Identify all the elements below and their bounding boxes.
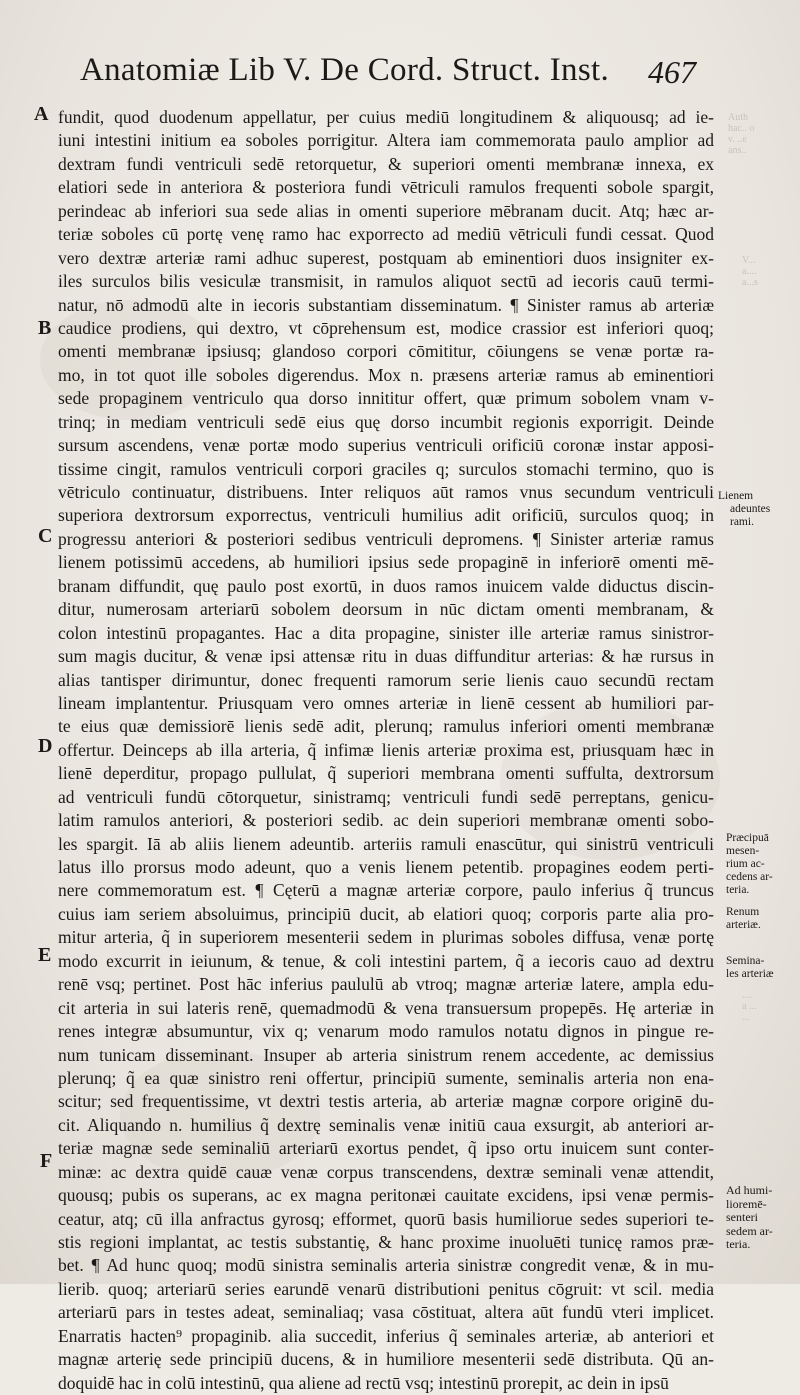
text-line: perindeac ab inferiori sua sede alias in omenti superiore mēbranam ducit. Atq; hæc ar- bbox=[58, 200, 714, 221]
text-line: ceatur, atq; cū illa anfractus gyrosq; efformet, quorū basis humiliorue sedes superiori te- bbox=[58, 1208, 714, 1229]
margin-note-line: Semina- bbox=[726, 955, 765, 967]
text-line: te eius quæ demissiorē lienis sedē adit, plerunq; ramulus inferiori omenti membranæ bbox=[58, 716, 714, 737]
text-line: progressu anteriori & posteriori sedibus ventriculi depromens. ¶ Sinister arteriæ ramus bbox=[58, 528, 714, 549]
text-line: doquidē hac in colū intestinū, qua aliene ad rectū vsq; intestinū prorepit, ac dein in ipsū bbox=[58, 1372, 669, 1393]
section-letter-c: C bbox=[38, 525, 53, 547]
text-line: les spargit. Iā ab aliis lienem adeuntib. arteriis ramuli enascūtur, qui sinistrū ventriculi bbox=[58, 833, 714, 854]
margin-note-line: arteriæ. bbox=[726, 919, 761, 931]
text-line: latim ramulos anteriori, & posteriori sedib. ac dein superiori membranæ omenti sobo- bbox=[58, 810, 714, 831]
margin-note-line: lioremē- bbox=[726, 1196, 767, 1211]
margin-note-line: les arteriæ bbox=[726, 968, 774, 980]
text-line: cit arteria in sui lateris renē, quemadmodū & vena transuersum propepēs. Hę arteriæ in bbox=[58, 997, 714, 1018]
text-line: modo excurrit in ieiunum, & tenue, & coli intestini partem, q̃ a iecoris cauo ad dextru bbox=[58, 950, 714, 971]
margin-note-line: Ad humi- bbox=[726, 1183, 773, 1197]
text-line: num tunicam disseminant. Insuper ab arteria sinistrum renem accedente, ac demissius bbox=[58, 1044, 714, 1065]
text-line: elatiori sede in anteriora & posteriora fundi vētriculi ramulos frequenti sobole spargit, bbox=[58, 177, 714, 198]
text-line: Enarratis hacten⁹ propaginib. alia succedit, inferius q̃ seminales arteriæ, ab anteriori et bbox=[58, 1325, 714, 1346]
text-line: vero dextræ arteriæ rami adhuc superest, postquam ab eminentiori duos insigniter ex- bbox=[58, 247, 714, 268]
text-line: teriæ soboles cū portę venę ramo hac exporrecto ad mediū vētriculi fundi cessat. Quod bbox=[58, 224, 714, 245]
text-line: dextram fundi ventriculi sedē retorquetur, & superiori omenti membranæ innexa, ex bbox=[58, 153, 714, 174]
text-line: mo, in tot quot ille soboles digerendus. Mox n. præsens arteriæ ramus ab eminentiori bbox=[58, 364, 714, 385]
text-line: bet. ¶ Ad hunc quoq; modū sinistra seminalis arteria sinistræ congredit venæ, & in mu- bbox=[58, 1255, 714, 1276]
text-line: latus illo prorsus modo adeunt, quo a venis lienem petentib. propagines eodem perti- bbox=[58, 857, 714, 877]
section-letter-d: D bbox=[38, 735, 53, 757]
margin-note-lienem bbox=[718, 490, 770, 529]
text-line: lineam implantentur. Priusquam vero omnes arteriæ in lienē cessent ab humiliori par- bbox=[58, 692, 714, 713]
text-line: sum magis ducitur, & venæ ipsi attensæ ritu in duas diffunditur arterias: & hæ rursus in bbox=[58, 646, 714, 667]
text-line: arteriarū pars in testes adeat, seminaliaq; vasa cōstituat, altera aūt fundū vteri implicet. bbox=[58, 1302, 714, 1323]
section-letter-e: E bbox=[38, 944, 52, 966]
text-line: lienem potissimū accedens, ab humiliori ipsius sede propaginē in inferiorē omenti mē- bbox=[58, 552, 714, 573]
margin-note-line: teria. bbox=[726, 1237, 751, 1251]
margin-note-line: senteri bbox=[726, 1210, 758, 1224]
margin-note-line: Renum bbox=[726, 906, 760, 918]
text-line: lienē deperditur, propago pullulat, q̃ superiori membrana omenti suffulta, dextrorsum bbox=[58, 763, 714, 784]
text-line: iles surculos bilis vesiculæ transmisit, in ramulos aliquot sectū ad iecoris cauū termi- bbox=[58, 271, 714, 292]
text-line: colon intestinū propagantes. Hac a dita propagine, sinister ille arteriæ ramus sinistror- bbox=[58, 622, 714, 643]
margin-note-line: rami. bbox=[730, 516, 754, 528]
text-line: cuius iam seriem absoluimus, principiū ducit, ab elatiori quoq; corporis parte alia pro- bbox=[58, 903, 714, 924]
text-line: scitur; sed frequentissime, vt dextri testis arteria, ab arteriæ magnæ corpore originē du- bbox=[58, 1091, 714, 1112]
section-letter-f: F bbox=[40, 1150, 53, 1172]
text-line: offertur. Deinceps ab illa arteria, q̃ infimæ lienis arteriæ proxima est, priusquam hæc in bbox=[58, 739, 714, 760]
section-letter-b: B bbox=[38, 317, 52, 339]
margin-note-line: teria. bbox=[726, 884, 750, 896]
text-line: stis regioni implantat, ac testis substantię, & hanc proxime inuoluēti tunicę ramos præ- bbox=[58, 1232, 714, 1252]
text-line: iuni intestini initium ea soboles porrigitur. Altera iam commemorata paulo amplior ad bbox=[58, 130, 714, 151]
text-line: quousq; pubis os superans, ac ex magna peritonæi cauitate excidens, ipsi venæ permis- bbox=[58, 1185, 714, 1206]
page-number: 467 bbox=[648, 54, 696, 90]
text-line: lierib. quoq; arteriarū series earundē venarū distributioni penitus cōgruit: vt scil. media bbox=[58, 1278, 714, 1299]
text-line: caudice prodiens, qui dextro, vt cōprehensum est, modice crassior est inferiori quoq; bbox=[58, 317, 714, 338]
margin-note-renum bbox=[726, 906, 761, 932]
text-line: mitur arteria, q̃ in superiorem mesenterii sedem in plurimas soboles diffusa, venæ portę bbox=[58, 927, 714, 948]
text-line: superiora dextrorsum exporrectus, ventriculi humilius adit orificiū, surculos quoq; in bbox=[58, 505, 714, 526]
margin-note-line: mesen- bbox=[726, 845, 760, 857]
margin-note-line: adeuntes bbox=[730, 503, 771, 515]
text-line: vētriculo continuatur, distribuens. Inter reliquos aūt ramos vnus secundum ventriculi bbox=[58, 482, 714, 502]
running-title: Anatomiæ Lib V. De Cord. Struct. Inst. bbox=[80, 52, 610, 88]
text-line: renes integræ absumuntur, vix q; venarum modo ramulos notatu dignos in pingue re- bbox=[58, 1021, 714, 1042]
margin-note-line: Lienem bbox=[718, 490, 754, 502]
body-text bbox=[58, 106, 714, 1395]
bleed-through-text: .... a ... ... bbox=[742, 990, 757, 1023]
margin-note-line: sedem ar- bbox=[726, 1223, 773, 1238]
margin-note-seminales bbox=[726, 955, 774, 981]
margin-note-praecipua bbox=[726, 832, 773, 897]
text-line: tissime cingit, ramulos ventriculi corpori graciles q; surculos stomachi termino, quo is bbox=[58, 458, 714, 479]
text-line: sursum ascendens, venæ portæ modo superius ventriculi orificiū coronæ instar apposi- bbox=[58, 435, 714, 456]
text-line: natur, nō admodū alte in iecoris substantiam disseminatum. ¶ Sinister ramus ab arteriæ bbox=[58, 294, 714, 315]
text-line: alias tantisper dirimuntur, donec frequenti ramorum serie lienis cauo secundū rectam bbox=[58, 669, 714, 690]
text-line: branam diffundit, quę paulo post exortū, in duos ramos inuicem valde diductus discin- bbox=[58, 575, 714, 596]
text-line: magnæ arterię sede principiū ducens, & in humiliore mesenterii sedē distributa. Qū an- bbox=[58, 1349, 714, 1370]
text-line: nere commemoratum est. ¶ Cęterū a magnæ arteriæ corpore, paulo inferius q̃ truncus bbox=[58, 880, 714, 901]
text-line: fundit, quod duodenum appellatur, per cuius mediū longitudinem & aliquousq; ad ie- bbox=[58, 107, 714, 127]
page-header bbox=[80, 52, 720, 102]
text-line: cit. Aliquando n. humilius q̃ dextrę seminalis venæ initiū caua exsurgit, ab anteriori ar- bbox=[58, 1114, 714, 1135]
margin-note-line: cedens ar- bbox=[726, 871, 773, 883]
bleed-through-text: V... a.... a...s bbox=[742, 255, 758, 288]
section-letter-a: A bbox=[34, 103, 49, 125]
margin-note-line: Præcipuā bbox=[726, 832, 769, 844]
text-line: ditur, numerosam arteriarū sobolem deorsum in nūc dictam omenti membranam, & bbox=[58, 599, 714, 620]
margin-note-line: rium ac- bbox=[726, 858, 765, 870]
text-line: trinq; in mediam ventriculi sedē eius quę dorso incumbit regionis exporrigit. Deinde bbox=[58, 411, 714, 432]
text-line: sede propaginem ventriculo qua dorso innititur offert, quæ primum sobolem vnam v- bbox=[58, 388, 714, 409]
text-line: plerunq; q̃ ea quæ sinistro reni offertur, principiū sumente, seminalis arteria non ena- bbox=[58, 1067, 714, 1088]
bleed-through-text: Auth hac.. o v. ..e ans.. bbox=[728, 112, 755, 156]
text-line: renē vsq; pertinet. Post hāc inferius paululū ab vtroq; magnæ arteriæ latere, ampla edu- bbox=[58, 974, 714, 995]
text-line: ad ventriculi fundū cōtorquetur, sinistramq; ventriculi fundi sedē perreptans, genicu- bbox=[58, 786, 714, 807]
text-line: teriæ magnæ sede seminaliū arteriarū exortus pendet, q̃ ipso ortu inuicem sunt conter- bbox=[58, 1138, 714, 1159]
text-line: minæ: ac dextra quidē cauæ venæ corpus transcendens, dextræ seminali venæ attendit, bbox=[58, 1161, 714, 1182]
margin-note-ad-humiliorem bbox=[726, 1184, 773, 1252]
text-line: omenti membranæ ipsiusq; glandoso corpori cōmititur, cōiungens se venæ portæ ra- bbox=[58, 341, 714, 362]
